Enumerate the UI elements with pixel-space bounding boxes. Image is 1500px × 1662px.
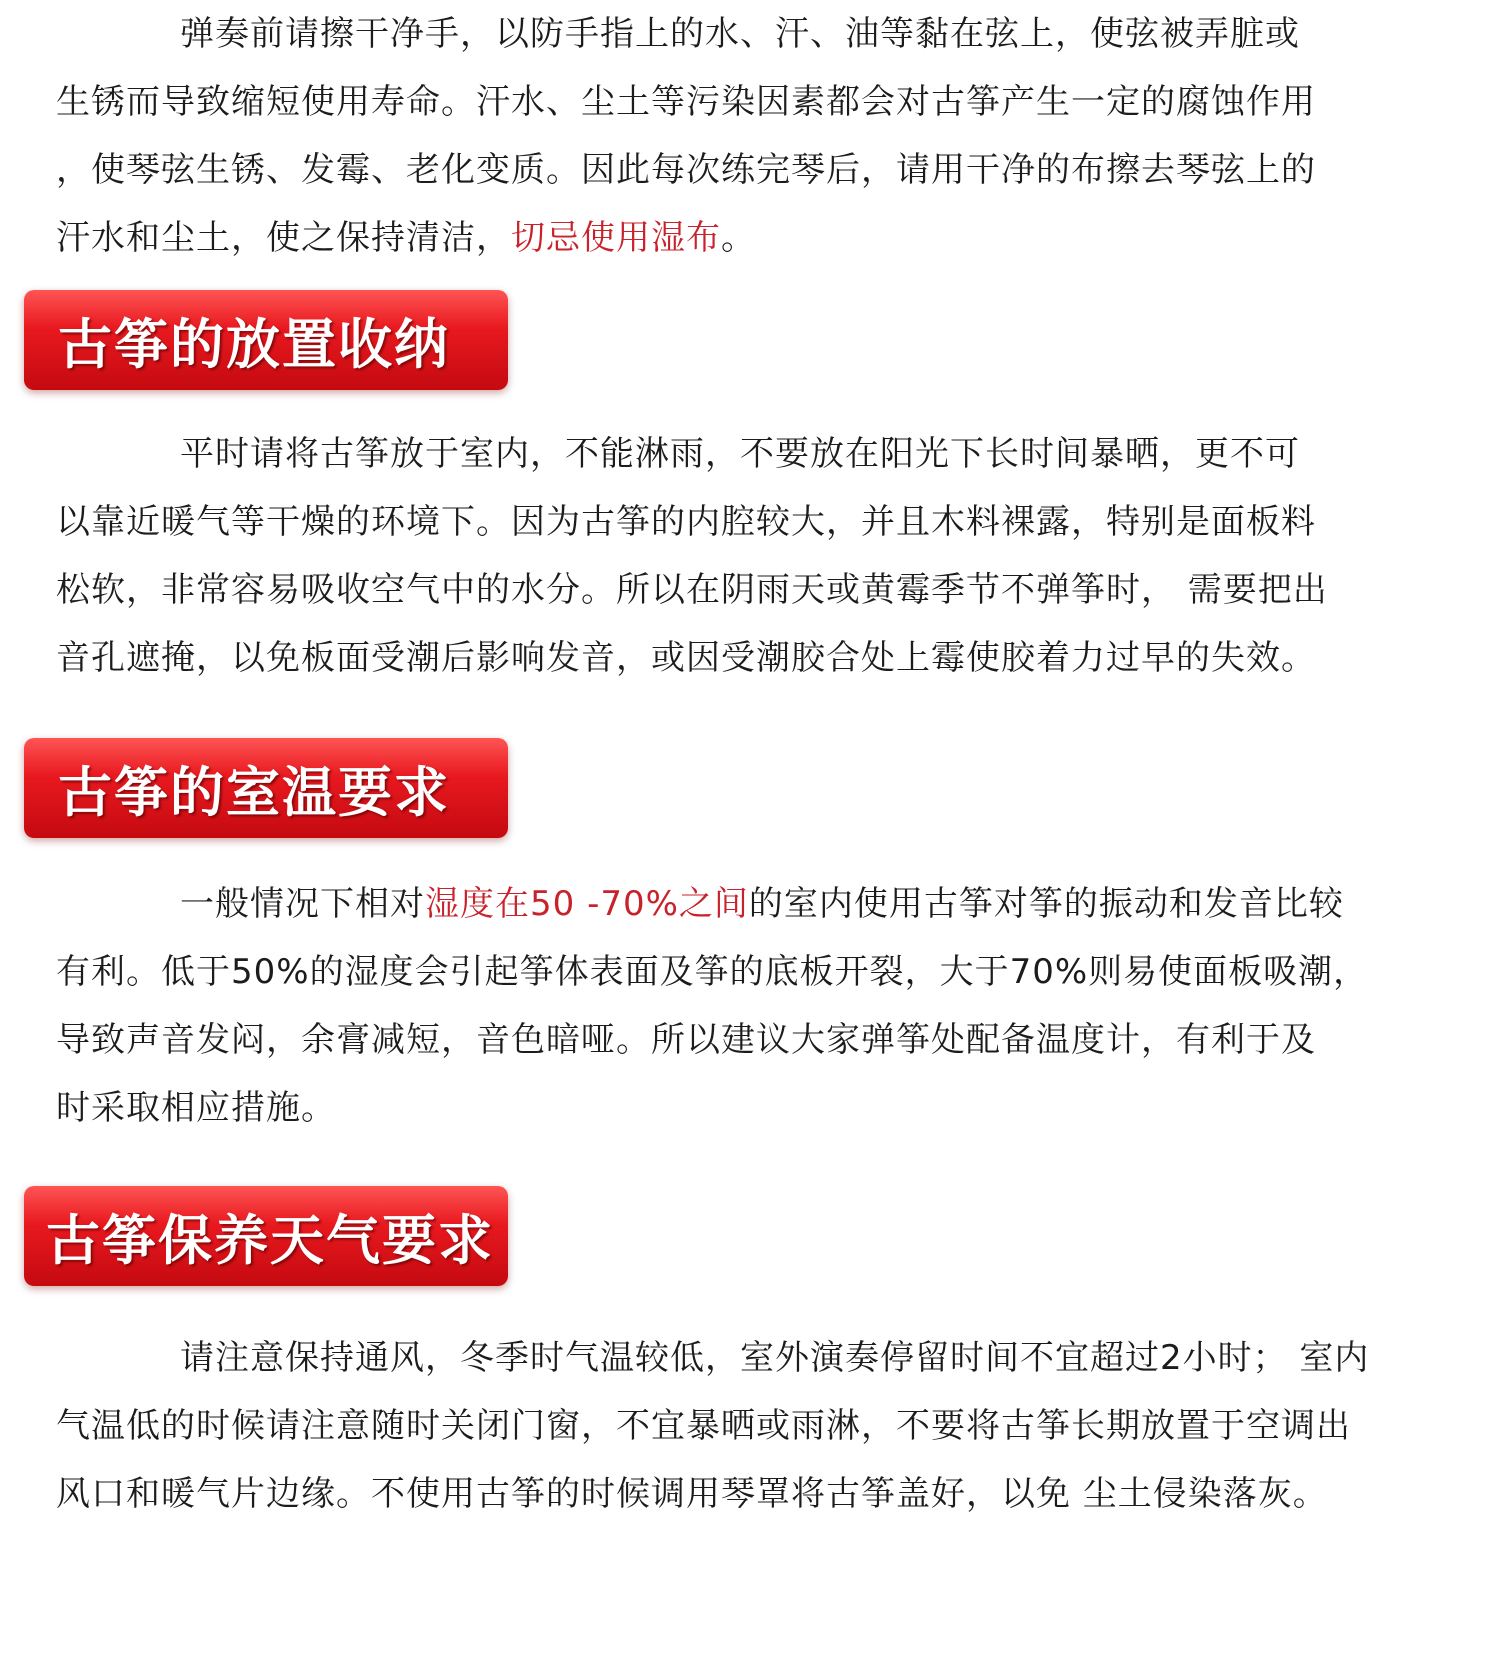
- storage-paragraph: [56, 420, 1456, 692]
- section-banner-storage: [24, 290, 508, 390]
- warning-highlight: 切忌使用湿布: [511, 218, 721, 258]
- humidity-highlight: 湿度在50 -70%之间: [425, 884, 749, 924]
- paragraph-line: 弹奏前请擦干净手，以防手指上的水、汗、油等黏在弦上，使弦被弄脏或: [180, 14, 1300, 54]
- temperature-paragraph: [56, 870, 1456, 1142]
- section-heading: 古筝的放置收纳: [58, 312, 450, 376]
- paragraph-line: 气温低的时候请注意随时关闭门窗，不宜暴晒或雨淋，不要将古筝长期放置于空调出: [56, 1406, 1351, 1446]
- paragraph-line: 导致声音发闷，余膏减短，音色暗哑。所以建议大家弹筝处配备温度计，有利于及: [56, 1020, 1316, 1060]
- text-segment: 一般情况下相对: [180, 884, 425, 924]
- cleaning-paragraph: [56, 0, 1456, 272]
- weather-paragraph: [56, 1324, 1456, 1528]
- section-banner-weather: [24, 1186, 508, 1286]
- paragraph-line: 平时请将古筝放于室内，不能淋雨，不要放在阳光下长时间暴晒，更不可: [180, 434, 1300, 474]
- paragraph-line: [56, 204, 1456, 272]
- paragraph-line: [56, 870, 1456, 938]
- text-segment: 。: [721, 218, 756, 258]
- text-segment: 的室内使用古筝对筝的振动和发音比较: [748, 884, 1344, 924]
- section-banner-temperature: [24, 738, 508, 838]
- paragraph-line: 有利。低于50%的湿度会引起筝体表面及筝的底板开裂，大于70%则易使面板吸潮，: [56, 952, 1369, 992]
- paragraph-line: 生锈而导致缩短使用寿命。汗水、尘土等污染因素都会对古筝产生一定的腐蚀作用: [56, 82, 1316, 122]
- section-heading: 古筝的室温要求: [58, 760, 450, 824]
- text-segment: 汗水和尘土，使之保持清洁，: [56, 218, 511, 258]
- paragraph-line: 以靠近暖气等干燥的环境下。因为古筝的内腔较大，并且木料裸露，特别是面板料: [56, 502, 1316, 542]
- section-heading: 古筝保养天气要求: [46, 1208, 494, 1272]
- paragraph-line: 风口和暖气片边缘。不使用古筝的时候调用琴罩将古筝盖好，以免 尘土侵染落灰。: [56, 1474, 1328, 1514]
- paragraph-line: 音孔遮掩，以免板面受潮后影响发音，或因受潮胶合处上霉使胶着力过早的失效。: [56, 638, 1316, 678]
- paragraph-line: 松软，非常容易吸收空气中的水分。所以在阴雨天或黄霉季节不弹筝时， 需要把出: [56, 570, 1328, 610]
- paragraph-line: ，使琴弦生锈、发霉、老化变质。因此每次练完琴后，请用干净的布擦去琴弦上的: [56, 150, 1316, 190]
- paragraph-line: 时采取相应措施。: [56, 1088, 336, 1128]
- paragraph-line: 请注意保持通风，冬季时气温较低，室外演奏停留时间不宜超过2小时； 室内: [180, 1338, 1370, 1378]
